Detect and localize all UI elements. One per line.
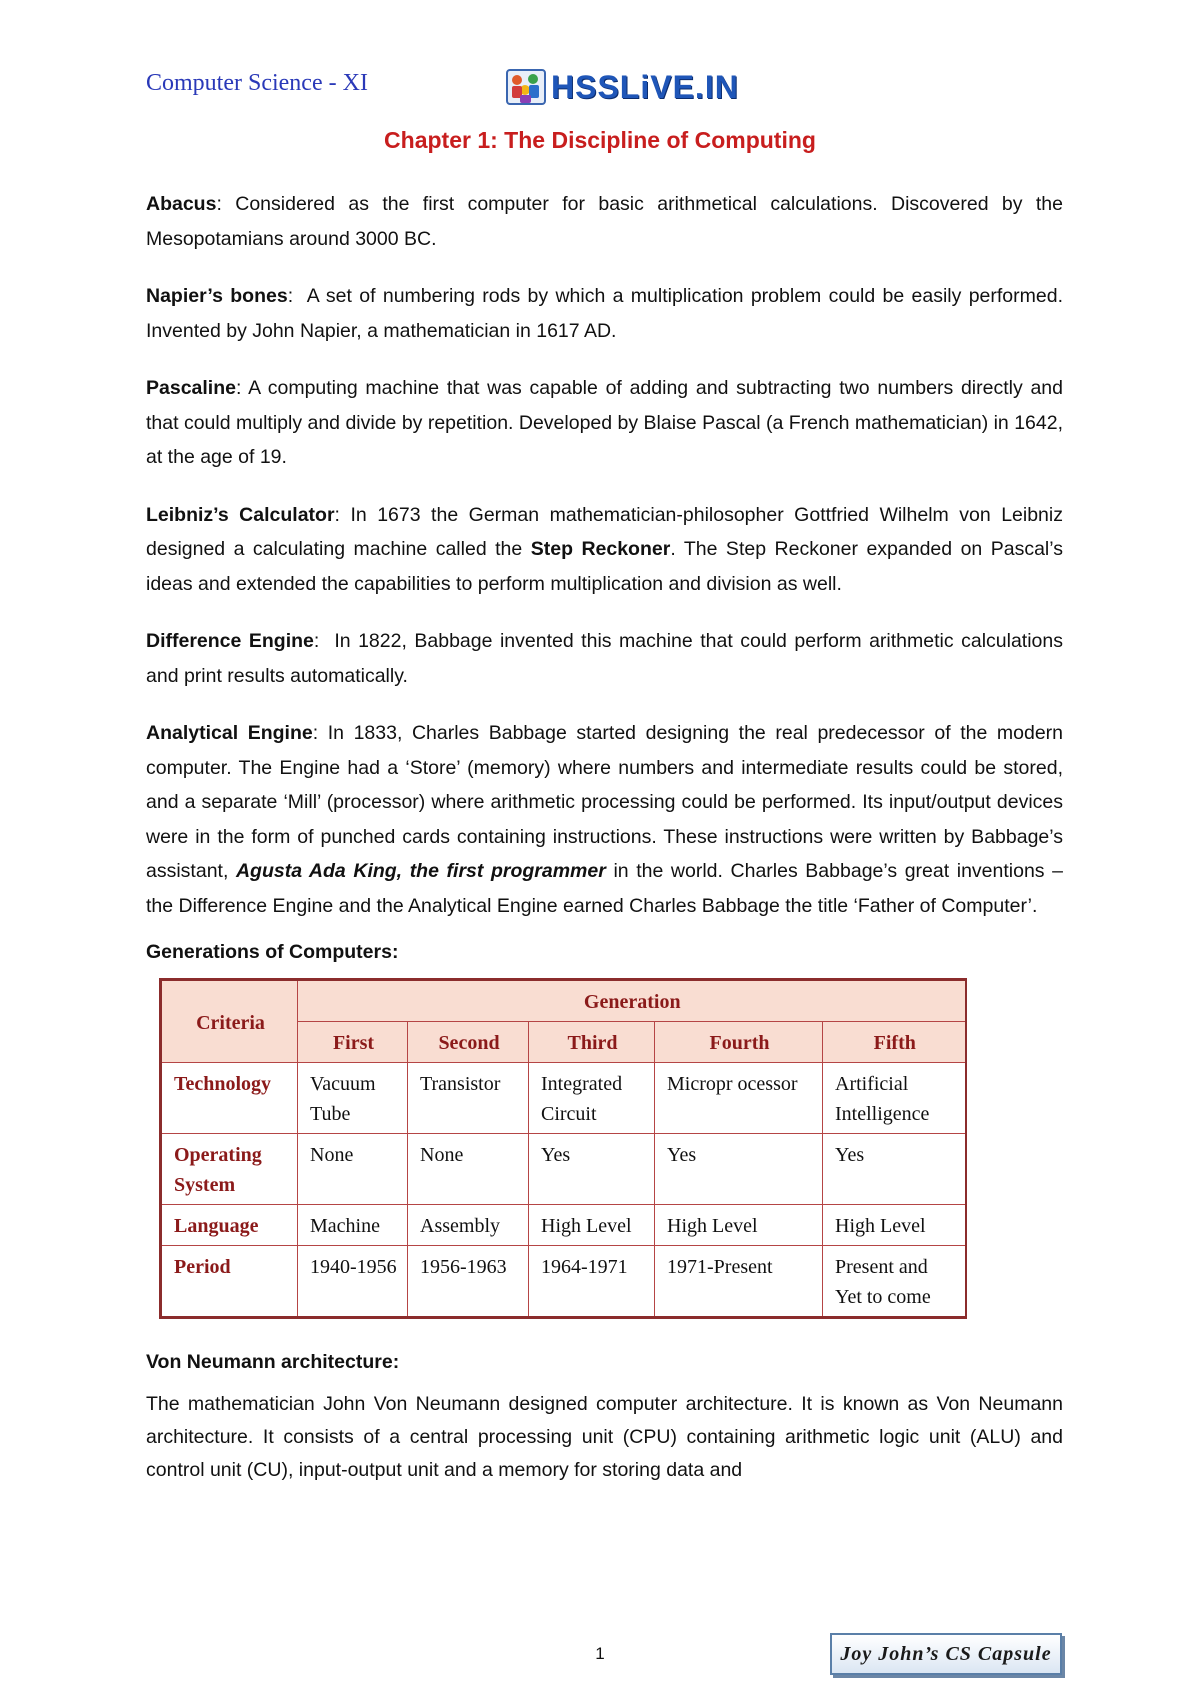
chapter-title: Chapter 1: The Discipline of Computing	[384, 127, 816, 153]
term: Napier’s bones	[146, 285, 288, 307]
definition: A set of numbering rods by which a multiplication problem could be easily performed. Invented by John Napier, a mathematician in 1617 AD.	[146, 285, 1064, 342]
table-cell: Yes	[823, 1134, 966, 1205]
column-header: Third	[529, 1022, 655, 1063]
column-header: First	[298, 1022, 408, 1063]
definition: In 1833, Charles Babbage started designing the real predecessor of the modern computer. The Engine had a ‘Store’ (memory) where numbers and intermediate results could be stored, and a separate ‘Mill’ (processor) where arithmetic processing could be performed. Its input/output devices were in the form of punched cards containing instructions. These instructions were written by Babbage’s assistant,	[146, 722, 1064, 882]
criteria-header: Criteria	[161, 980, 298, 1063]
row-header: Language	[161, 1205, 298, 1246]
paragraph-analytical-engine: Analytical Engine: In 1833, Charles Babbage started designing the real predecessor of the modern computer. The Engine had a ‘Store’ (memory) where numbers and intermediate results could be stored, and a separate ‘Mill’ (processor) where arithmetic processing could be performed. Its input/output devices were in the form of punched cards containing instructions. These instructions were written by Babbage’s assistant, Agusta Ada King, the first programmer in the world. Charles Babbage’s great inventions – the Difference Engine and the Analytical Engine earned Charles Babbage the title ‘Father of Computer’.	[146, 722, 1064, 917]
table-cell: Yes	[655, 1134, 823, 1205]
term: Leibniz’s Calculator	[146, 503, 335, 526]
column-header: Second	[408, 1022, 529, 1063]
students-logo-icon	[505, 66, 547, 108]
table-cell: Artificial Intelligence	[823, 1063, 966, 1134]
table-cell: 1964-1971	[529, 1246, 655, 1318]
term: Difference Engine	[146, 630, 314, 652]
row-header: Operating System	[161, 1134, 298, 1205]
table-cell: Integrated Circuit	[529, 1063, 655, 1134]
generation-header: Generation	[298, 980, 966, 1022]
document-body	[146, 187, 1063, 1510]
term: Analytical Engine	[146, 722, 313, 744]
table-row	[161, 1205, 966, 1246]
table-cell: High Level	[529, 1205, 655, 1246]
definition: Considered as the first computer for basic arithmetical calculations. Discovered by the Mesopotamians around 3000 BC.	[146, 193, 1063, 250]
row-header: Technology	[161, 1063, 298, 1134]
table-cell: Yes	[529, 1134, 655, 1205]
row-header: Period	[161, 1246, 298, 1318]
von-neumann-heading: Von Neumann architecture:	[146, 1351, 400, 1373]
table-cell: Transistor	[408, 1063, 529, 1134]
table-cell: 1940-1956	[298, 1246, 408, 1318]
table-row	[161, 1246, 966, 1318]
paragraph-pascaline: Pascaline: A computing machine that was capable of adding and subtracting two numbers directly and that could multiply and divide by repetition. Developed by Blaise Pascal (a French mathematician) in 1642, at the age of 19.	[146, 377, 1063, 468]
table-cell: Assembly	[408, 1205, 529, 1246]
term: Pascaline	[146, 377, 236, 399]
table-row	[161, 1134, 966, 1205]
generations-table	[159, 978, 967, 1319]
table-header-row	[161, 980, 966, 1022]
table-cell: None	[298, 1134, 408, 1205]
author-badge: Joy John’s CS Capsule	[830, 1633, 1062, 1675]
emphasis: Step Reckoner	[530, 538, 671, 560]
table-cell: None	[408, 1134, 529, 1205]
table-cell: Present and Yet to come	[823, 1246, 966, 1318]
table-cell: 1971-Present	[655, 1246, 823, 1318]
emphasis: Agusta Ada King, the first programmer	[235, 860, 606, 882]
table-row	[161, 1063, 966, 1134]
definition-continued: in the world. Charles Babbage’s great inventions – the Difference Engine and the Analytical Engine earned Charles Babbage the title ‘Father of Computer’.	[146, 860, 1063, 917]
definition: In 1673 the German mathematician-philosopher Gottfried Wilhelm von Leibniz designed a calculating machine called the	[146, 503, 1063, 560]
table-cell: High Level	[823, 1205, 966, 1246]
paragraph-von-neumann: The mathematician John Von Neumann designed computer architecture. It is known as Von Neumann architecture. It consists of a central processing unit (CPU) containing arithmetic logic unit (ALU) and control unit (CU), input-output unit and a memory for storing data and	[146, 1393, 1063, 1481]
table-cell: High Level	[655, 1205, 823, 1246]
table-cell: 1956-1963	[408, 1246, 529, 1318]
subject-header: Computer Science - XI	[146, 70, 368, 96]
paragraph-napiers-bones: Napier’s bones: A set of numbering rods by which a multiplication problem could be easily performed. Invented by John Napier, a mathematician in 1617 AD.	[146, 285, 1064, 342]
paragraph-leibniz-calculator: Leibniz’s Calculator: In 1673 the German mathematician-philosopher Gottfried Wilhelm von Leibniz designed a calculating machine called the Step Reckoner. The Step Reckoner expanded on Pascal’s ideas and extended the capabilities to perform multiplication and division as well.	[146, 503, 1063, 595]
site-logo	[505, 66, 739, 108]
logo-text: HSSLiVE.IN	[551, 68, 739, 105]
generations-heading: Generations of Computers:	[146, 941, 399, 963]
table-cell: Micropr ocessor	[655, 1063, 823, 1134]
page-number: 1	[595, 1644, 605, 1663]
paragraph-abacus: Abacus: Considered as the first computer for basic arithmetical calculations. Discovered by the Mesopotamians around 3000 BC.	[146, 193, 1063, 250]
table-cell: Machine	[298, 1205, 408, 1246]
definition: In 1822, Babbage invented this machine that could perform arithmetic calculations and print results automatically.	[146, 630, 1063, 687]
term: Abacus	[146, 193, 217, 215]
paragraph-difference-engine: Difference Engine: In 1822, Babbage invented this machine that could perform arithmetic calculations and print results automatically.	[146, 630, 1063, 687]
table-cell: Vacuum Tube	[298, 1063, 408, 1134]
definition-continued: . The Step Reckoner expanded on Pascal’s ideas and extended the capabilities to perform multiplication and division as well.	[146, 538, 1063, 595]
definition: A computing machine that was capable of adding and subtracting two numbers directly and that could multiply and divide by repetition. Developed by Blaise Pascal (a French mathematician) in 1642, at the age of 19.	[146, 377, 1063, 468]
column-header: Fourth	[655, 1022, 823, 1063]
column-header: Fifth	[823, 1022, 966, 1063]
